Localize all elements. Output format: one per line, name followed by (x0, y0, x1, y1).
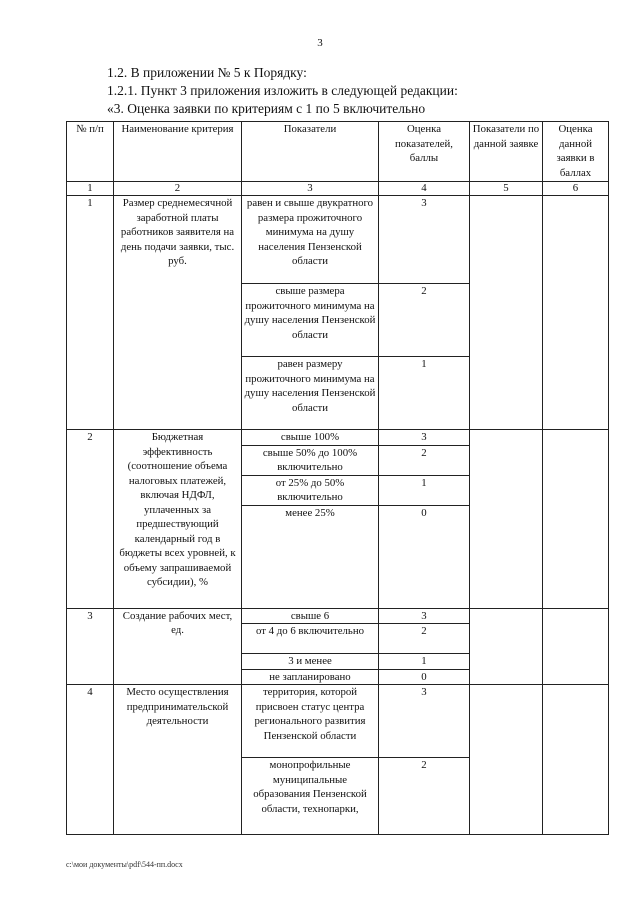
column-number: 1 (67, 182, 114, 196)
criteria-table (66, 121, 609, 835)
indicator-text: равен размеру прожиточного минимума на душу населения Пензенской области (242, 357, 379, 430)
indicator-text: менее 25% (242, 505, 379, 608)
indicator-text: свыше 6 (242, 608, 379, 624)
header-indicator-score: Оценка показателей, баллы (379, 122, 470, 182)
indicator-score: 2 (379, 758, 470, 835)
intro-line-1: 1.2. В приложении № 5 к Порядку: (107, 65, 307, 80)
header-criterion: Наименование критерия (114, 122, 242, 182)
criterion-name: Место осуществления предпринимательской деятельности (114, 685, 242, 835)
page-number: 3 (317, 37, 323, 49)
indicator-score: 3 (379, 196, 470, 284)
application-indicator-cell[interactable] (470, 685, 543, 835)
table-row (67, 196, 609, 284)
column-number: 6 (543, 182, 609, 196)
application-score-cell[interactable] (543, 685, 609, 835)
indicator-score: 2 (379, 624, 470, 654)
table-row (67, 430, 609, 446)
intro-line-3: «3. Оценка заявки по критериям с 1 по 5 включительно (107, 101, 426, 116)
indicator-text: монопрофильные муниципальные образования Пензенской области, технопарки, (242, 758, 379, 835)
indicator-text: 3 и менее (242, 654, 379, 670)
column-number: 4 (379, 182, 470, 196)
header-number: № п/п (67, 122, 114, 182)
indicator-text: свыше 100% (242, 430, 379, 446)
row-number: 2 (67, 430, 114, 609)
header-indicators: Показатели (242, 122, 379, 182)
table-row (67, 608, 609, 624)
criterion-name: Бюджетная эффективность (соотношение объема налоговых платежей, включая НДФЛ, уплаченных за предшествующий календарный год в бюджеты всех уровней, к объему запрашиваемой субсидии), % (114, 430, 242, 609)
indicator-text: от 25% до 50% включительно (242, 475, 379, 505)
column-number: 5 (470, 182, 543, 196)
table-row (67, 685, 609, 758)
indicator-score: 1 (379, 475, 470, 505)
row-number: 4 (67, 685, 114, 835)
column-number: 2 (114, 182, 242, 196)
application-indicator-cell[interactable] (470, 430, 543, 609)
criterion-name: Размер среднемесячной заработной платы работников заявителя на день подачи заявки, тыс. руб. (114, 196, 242, 430)
intro-line-2: 1.2.1. Пункт 3 приложения изложить в следующей редакции: (107, 83, 458, 98)
indicator-score: 0 (379, 505, 470, 608)
file-path-footer: c:\мои документы\pdf\544-пп.docx (66, 860, 183, 869)
application-indicator-cell[interactable] (470, 608, 543, 685)
criterion-name: Создание рабочих мест, ед. (114, 608, 242, 685)
application-score-cell[interactable] (543, 608, 609, 685)
indicator-score: 3 (379, 685, 470, 758)
row-number: 1 (67, 196, 114, 430)
indicator-score: 3 (379, 608, 470, 624)
indicator-text: равен и свыше двукратного размера прожиточного минимума на душу населения Пензенской области (242, 196, 379, 284)
application-indicator-cell[interactable] (470, 196, 543, 430)
row-number: 3 (67, 608, 114, 685)
indicator-text: свыше размера прожиточного минимума на душу населения Пензенской области (242, 284, 379, 357)
indicator-score: 1 (379, 357, 470, 430)
indicator-text: свыше 50% до 100% включительно (242, 445, 379, 475)
indicator-score: 1 (379, 654, 470, 670)
header-application-indicators: Показатели по данной заявке (470, 122, 543, 182)
column-number: 3 (242, 182, 379, 196)
indicator-text: территория, которой присвоен статус центра регионального развития Пензенской области (242, 685, 379, 758)
indicator-score: 2 (379, 445, 470, 475)
indicator-text: не запланировано (242, 669, 379, 685)
indicator-score: 3 (379, 430, 470, 446)
indicator-text: от 4 до 6 включительно (242, 624, 379, 654)
application-score-cell[interactable] (543, 196, 609, 430)
indicator-score: 0 (379, 669, 470, 685)
application-score-cell[interactable] (543, 430, 609, 609)
header-application-score: Оценка данной заявки в баллах (543, 122, 609, 182)
indicator-score: 2 (379, 284, 470, 357)
